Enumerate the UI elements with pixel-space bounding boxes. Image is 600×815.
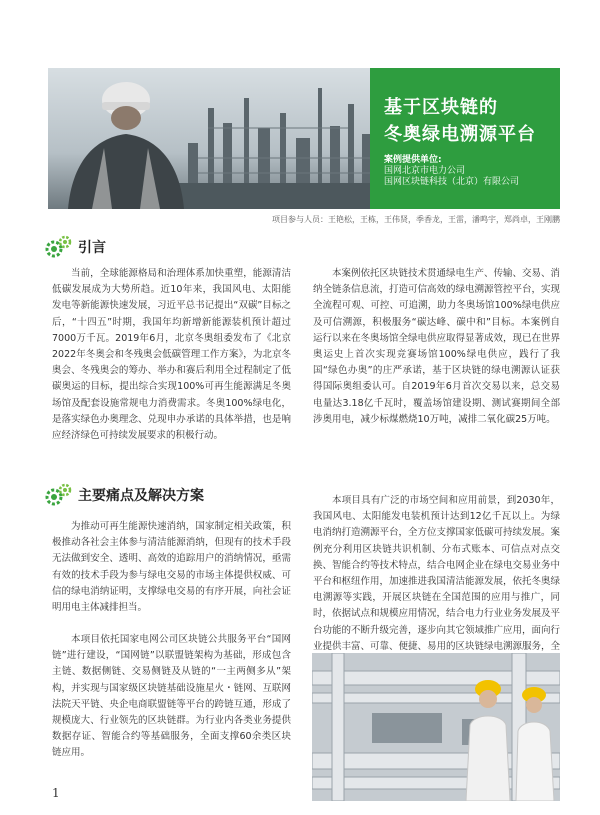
provider-label: 案例提供单位:: [384, 155, 442, 165]
pain-paragraph-right: 本项目具有广泛的市场空间和应用前景，到2030年，我国风电、太阳能发电装机预计达到12亿千瓦以上。为绿电消纳打造溯源平台，全方位支撑国家低碳可持续发展。案例充分利用区块链共识机制、分布式账本、可信点对点交换、智能合约等技术特点，结合电网企业在绿电交易业务中平台和枢纽作用，加速推进我国清洁能源发展，依托冬奥绿电溯源等实践，开展区块链在全国范围的应用与推广，同时，依据试点和规模应用情况，结合电力行业业务发展及平台功能的不断升级完善，逐步向其它领域推广应用，面向行业提供丰富、可靠、便捷、易用的区块链绿电溯源服务，全: [313, 495, 561, 652]
photo-workers-pipes: [312, 653, 560, 801]
project-participants: 项目参与人员：王艳松，王栋，王伟贤，季香龙，王雷，潘鸣宇，郑尚卓，王刚鹏: [272, 215, 560, 224]
workers-illustration: [312, 653, 560, 801]
section-title-intro: 引言: [78, 240, 106, 256]
intro-paragraph-right: 本案例依托区块链技术贯通绿电生产、传输、交易、消纳全链条信息流，打造可信高效的绿电溯源管控平台，实现全流程可观、可控、可追溯，助力冬奥场馆100%绿电供应及可信溯源，积极服务“碳达峰、碳中和”目标。本案例自运行以来在冬奥场馆全绿电供应取得显著成效，现已在世界奥运史上首次实现竞赛场馆100%绿电供应，践行了我国“绿色办奥”的庄严承诺，基于区块链的绿电溯源认证获得国际奥组委认可。自2019年6月首次交易以来，总交易电量达3.18亿千瓦时，覆盖场馆建设期、测试赛期间全部涉奥用电，减少标煤燃烧10万吨，减排二氧化碳25万吨。: [313, 268, 561, 425]
provider-name-1: 国网北京市电力公司: [384, 166, 466, 176]
gears-icon: [44, 234, 74, 260]
pain-paragraph-2: 本项目依托国家电网公司区块链公共服务平台“国网链”进行建设，“国网链”以联盟链架构为基础，形成包含主链、数据侧链、交易侧链及从链的“一主两侧多从”架构，并实现与国家级区块链基础设施星火・链网、互联网法院天平链、央企电商联盟链等平台的跨链互通，形成了规模庞大、行业领先的区块链群。为行业内各类业务提供数据存证、智能合约等基础服务，全面支撑60余类区块链应用。: [52, 634, 291, 759]
case-title-line-1: 基于区块链的: [384, 97, 498, 118]
refinery-illustration: [48, 68, 378, 209]
pain-paragraph-1: 为推动可再生能源快速消纳，国家制定相关政策，积极推动各社会主体参与清洁能源消纳，但现有的技术手段无法做到安全、透明、高效的追踪用户的消纳情况，亟需有效的技术手段为参与绿电交易的市场主体提供权威、可信的绿电消纳证明，支撑绿电交易的有序开展，向社会证明用电主体减排担当。: [52, 521, 291, 614]
hero-photo-industrial: [48, 68, 378, 209]
gears-icon: [44, 482, 74, 508]
section-header-pain-points: [44, 482, 204, 508]
case-title-line-2: 冬奥绿电溯源平台: [384, 124, 536, 145]
section-header-intro: [44, 234, 106, 260]
case-provider: [384, 155, 519, 188]
provider-name-2: 国网区块链科技（北京）有限公司: [384, 177, 520, 187]
section-title-pain-points: 主要痛点及解决方案: [78, 488, 204, 504]
case-title: [384, 94, 536, 148]
page-number: 1: [52, 786, 60, 800]
intro-paragraph-left: 当前，全球能源格局和治理体系加快重塑，能源清洁低碳发展成为大势所趋。近10年来，我国风电、太阳能发电等新能源快速发展，习近平总书记提出“双碳”目标之后，“十四五”时期，我国年均新增新能源装机预计超过7000万千瓦。2019年6月，北京冬奥组委发布了《北京2022年冬奥会和冬残奥会低碳管理工作方案》，为北京冬奥会、冬残奥会的筹办、举办和赛后利用全过程制定了低碳奥运的目标，提出综合实现100%可再生能源满足冬奥场馆及配套设施常规电力消费需求。冬奥100%绿电化，是落实绿色办奥理念、兑现申办承诺的具体举措，也是响应经济绿色可持续发展要求的积极行动。: [52, 268, 291, 442]
